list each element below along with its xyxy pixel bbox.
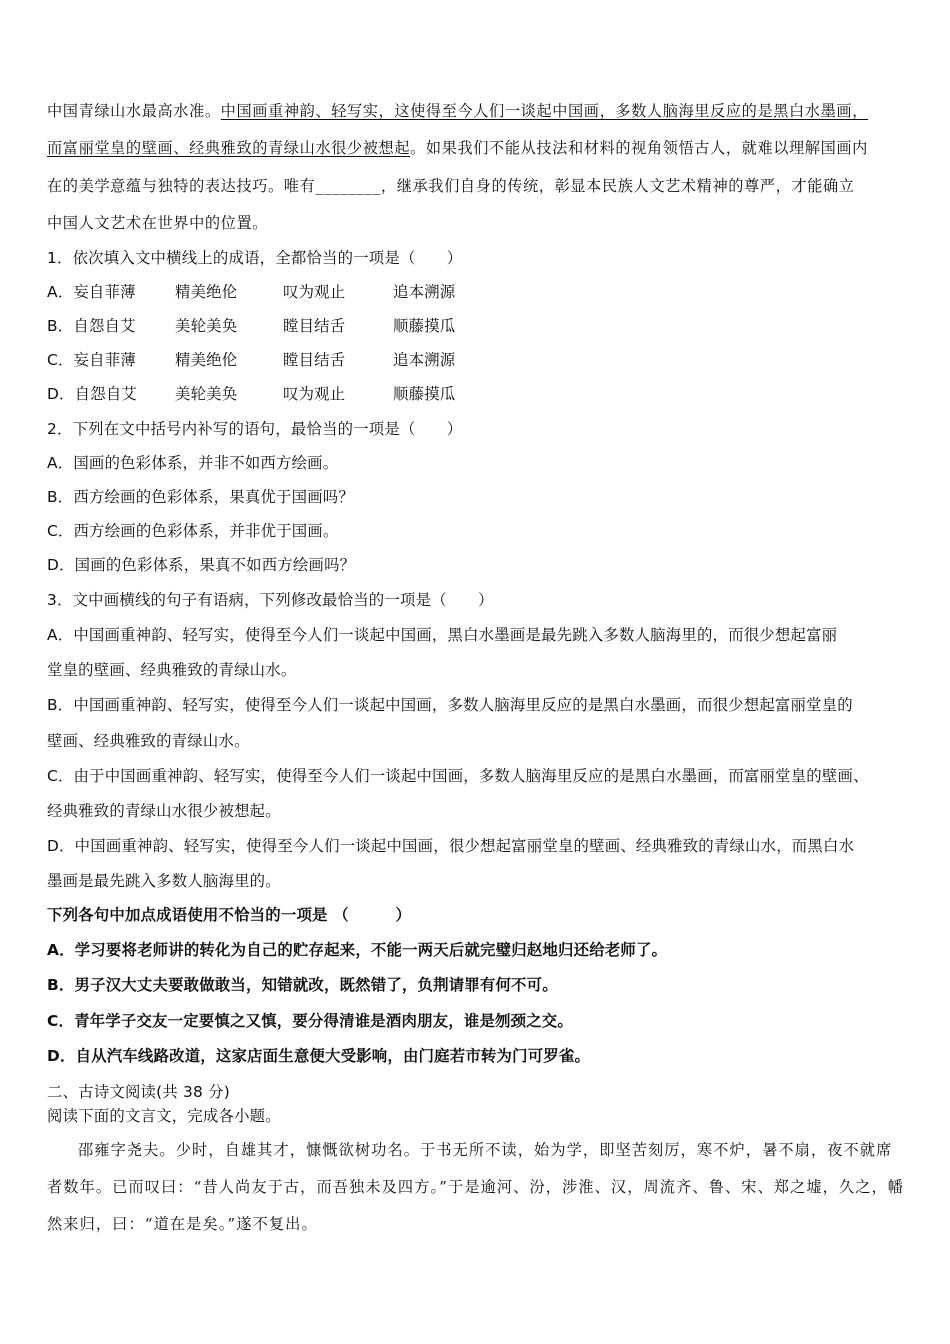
option-item: 妄自菲薄 (73, 351, 136, 369)
passage-line-3: 在的美学意蕴与独特的表达技巧。唯有________，继承我们自身的传统，彰显本民族人文艺术精神的尊严，才能确立 (47, 177, 855, 195)
option-item: 美轮美奂 (175, 385, 238, 403)
option-item: 美轮美奂 (175, 317, 238, 335)
option-label: D． (47, 385, 75, 403)
question-1-option-a (47, 282, 547, 302)
passage-text: 。如果我们不能从技法和材料的视角领悟古人，就难以理解国画内 (410, 139, 868, 157)
question-3-option-c-cont: 经典雅致的青绿山水很少被想起。 (47, 802, 281, 820)
question-3-option-d: D．中国画重神韵、轻写实，使得至今人们一谈起中国画，很少想起富丽堂皇的壁画、经典雅致的青绿山水，而黑白水 (47, 837, 855, 855)
option-label: C． (47, 351, 74, 369)
question-1-option-d (47, 384, 547, 404)
underlined-sentence: 而富丽堂皇的壁画、经典雅致的青绿山水很少被想起 (47, 139, 411, 157)
question-3-option-d-cont: 墨画是最先跳入多数人脑海里的。 (47, 872, 281, 890)
passage-line-4: 中国人文艺术在世界中的位置。 (47, 214, 269, 232)
question-2-stem: 2．下列在文中括号内补写的语句，最恰当的一项是（ ） (47, 420, 463, 438)
option-item: 精美绝伦 (175, 283, 238, 301)
question-3-option-c: C．由于中国画重神韵、轻写实，使得至今人们一谈起中国画，多数人脑海里反应的是黑白水墨画，而富丽堂皇的壁画、 (47, 767, 869, 785)
question-4-option-b: B．男子汉大丈夫要敢做敢当，知错就改，既然错了，负荆请罪有何不可。 (47, 976, 558, 994)
underlined-sentence: 中国画重神韵、轻写实，这使得至今人们一谈起中国画，多数人脑海里反应的是黑白水墨画， (220, 102, 868, 120)
option-item: 瞠目结舌 (283, 351, 346, 369)
classical-text-line-1: 邵雍字尧夫。少时，自雄其才，慷慨欲树功名。于书无所不读，始为学，即坚苦刻厉，寒不炉，暑不扇，夜不就席 (78, 1141, 893, 1159)
question-3-option-b-cont: 壁画、经典雅致的青绿山水。 (47, 732, 250, 750)
option-item: 自怨自艾 (73, 317, 136, 335)
question-3-option-a: A．中国画重神韵、轻写实，使得至今人们一谈起中国画，黑白水墨画是最先跳入多数人脑海里的，而很少想起富丽 (47, 626, 838, 644)
classical-text-line-3: 然来归，曰：“道在是矣。”遂不复出。 (47, 1215, 318, 1233)
option-item: 追本溯源 (393, 351, 456, 369)
option-item: 自怨自艾 (74, 385, 138, 403)
question-1-stem: 1．依次填入文中横线上的成语，全都恰当的一项是（ ） (47, 249, 463, 267)
section-2-instruction: 阅读下面的文言文，完成各小题。 (47, 1107, 281, 1125)
option-label: B． (47, 317, 74, 335)
option-item: 精美绝伦 (175, 351, 238, 369)
option-item: 追本溯源 (393, 283, 456, 301)
section-2-heading: 二、古诗文阅读(共 38 分) (47, 1083, 230, 1101)
question-2-option-a: A．国画的色彩体系，并非不如西方绘画。 (47, 454, 339, 472)
question-3-option-b: B．中国画重神韵、轻写实，使得至今人们一谈起中国画，多数人脑海里反应的是黑白水墨画，而很少想起富丽堂皇的 (47, 696, 853, 714)
option-item: 叹为观止 (283, 283, 346, 301)
option-item: 顺藤摸瓜 (393, 317, 456, 335)
question-2-option-b: B．西方绘画的色彩体系，果真优于国画吗？ (47, 488, 354, 506)
option-item: 妄自菲薄 (73, 283, 136, 301)
question-1-option-b (47, 316, 547, 336)
question-1-option-c (47, 350, 547, 370)
option-item: 叹为观止 (283, 385, 346, 403)
question-2-option-c: C．西方绘画的色彩体系，并非优于国画。 (47, 522, 339, 540)
question-2-option-d: D．国画的色彩体系，果真不如西方绘画吗？ (47, 556, 356, 574)
option-label: A． (47, 283, 74, 301)
option-item: 顺藤摸瓜 (393, 385, 456, 403)
passage-text: 中国青绿山水最高水准。 (47, 102, 221, 120)
passage-line-1 (47, 101, 868, 121)
passage-line-2 (47, 138, 868, 158)
question-4-stem: 下列各句中加点成语使用不恰当的一项是 （ ） (47, 906, 412, 924)
question-4-option-d: D．自从汽车线路改道，这家店面生意便大受影响，由门庭若市转为门可罗雀。 (47, 1047, 591, 1065)
question-4-option-c: C．青年学子交友一定要慎之又慎，要分得清谁是酒肉朋友，谁是刎颈之交。 (47, 1012, 573, 1030)
question-3-stem: 3．文中画横线的句子有语病，下列修改最恰当的一项是（ ） (47, 591, 494, 609)
question-4-option-a: A．学习要将老师讲的转化为自己的贮存起来，不能一两天后就完璧归赵地归还给老师了。 (47, 941, 668, 959)
question-3-option-a-cont: 堂皇的壁画、经典雅致的青绿山水。 (47, 661, 297, 679)
classical-text-line-2: 者数年。已而叹曰：“昔人尚友于古，而吾独未及四方。”于是逾河、汾，涉淮、汉，周流齐、鲁、宋、郑之墟，久之，幡 (47, 1178, 905, 1196)
option-item: 瞠目结舌 (283, 317, 346, 335)
